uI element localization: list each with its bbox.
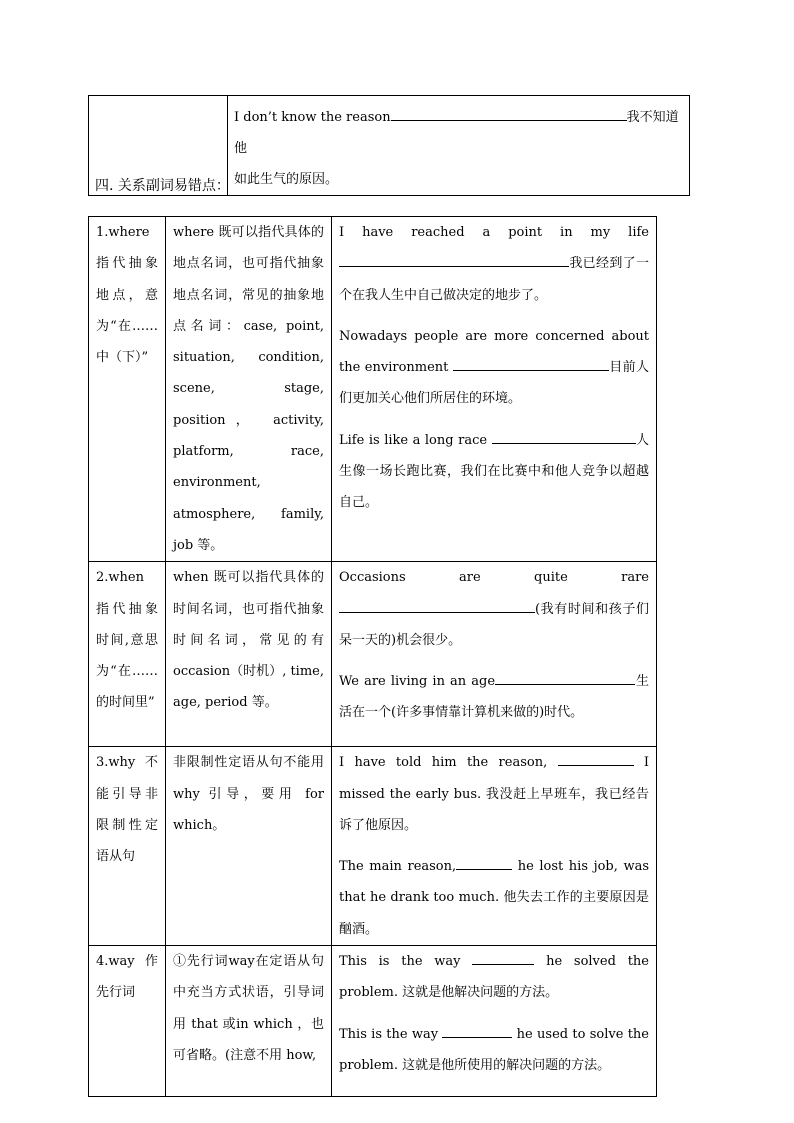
sentence-text: 我不知道他 <box>234 110 679 156</box>
answer-blank <box>495 671 635 685</box>
row-explanation: where 既可以指代具体的地点名词，也可指代抽象地点名词，常见的抽象地点名词：case, point, situation, condition, scene, stage, position， activity, platform, race, environment, atmosphere, family, job 等。 <box>173 225 324 553</box>
answer-blank <box>391 107 627 121</box>
example-sentence: This is the way he solved the problem. 这就是他解决问题的方法。 <box>339 946 649 1009</box>
top-sentence <box>234 102 683 195</box>
sentence-text: I don’t know the reason <box>234 110 391 125</box>
top-table-content-cell <box>228 96 690 196</box>
answer-blank <box>492 430 636 444</box>
section-heading: 四. 关系副词易错点： <box>95 178 230 194</box>
example-sentence: Occasions are quite rare(我有时间和孩子们呆一天的)机会很少。 <box>339 570 649 648</box>
answer-blank <box>442 1024 512 1038</box>
table-row <box>89 747 657 946</box>
example-sentence: This is the way he used to solve the problem. 这就是他所使用的解决问题的方法。 <box>339 1019 649 1082</box>
row-title-cell <box>89 562 166 747</box>
table-row <box>89 946 657 1097</box>
row-title: 1.where 指代抽象地点，意为“在……中（下）” <box>96 225 158 366</box>
row-title-cell <box>89 946 166 1097</box>
answer-blank <box>558 752 634 766</box>
row-explanation-cell <box>166 747 332 946</box>
example-sentence: Nowadays people are more concerned about the environment 目前人们更加关心他们所居住的环境。 <box>339 328 649 407</box>
row-title-cell <box>89 217 166 562</box>
row-explanation: when 既可以指代具体的时间名词，也可指代抽象时间名词，常见的有occasion（时机）, time, age, period 等。 <box>173 570 324 711</box>
row-examples-cell <box>332 562 657 747</box>
row-examples-cell <box>332 747 657 946</box>
row-explanation-cell <box>166 217 332 562</box>
row-title: 2.when 指代抽象时间,意思为“在……的时间里” <box>96 570 158 711</box>
example-sentence: I have told him the reason, I missed the early bus. 我没赶上早班车，我已经告诉了他原因。 <box>339 747 649 841</box>
row-title: 3.why 不能引导非限制性定语从句 <box>96 755 158 865</box>
row-explanation-cell <box>166 946 332 1097</box>
row-title: 4.way 作先行词 <box>96 954 158 1001</box>
answer-blank <box>339 599 535 613</box>
table-row <box>89 562 657 747</box>
row-title-cell <box>89 747 166 946</box>
row-examples-cell <box>332 217 657 562</box>
answer-blank <box>339 253 569 267</box>
table-row <box>89 217 657 562</box>
example-sentence: I have reached a point in my life 我已经到了一个在我人生中自己做决定的地步了。 <box>339 225 649 303</box>
row-examples-cell <box>332 946 657 1097</box>
answer-blank <box>456 856 512 870</box>
example-sentence: We are living in an age 生活在一个(许多事情靠计算机来做的)时代。 <box>339 666 649 729</box>
example-sentence: Life is like a long race 人生像一场长跑比赛，我们在比赛中和他人竞争以超越自己。 <box>339 425 649 519</box>
row-explanation: 非限制性定语从句不能用 why 引导，要用 for which。 <box>173 755 324 833</box>
sentence-text: 如此生气的原因。 <box>234 172 339 187</box>
relative-adverb-table <box>88 216 657 1097</box>
example-sentence: The main reason, he lost his job, was that he drank too much. 他失去工作的主要原因是酗酒。 <box>339 851 649 945</box>
answer-blank <box>472 951 534 965</box>
row-explanation-cell <box>166 562 332 747</box>
row-explanation: ①先行词way在定语从句中充当方式状语，引导词用 that 或in which ，也可省略。(注意不用 how, <box>173 954 324 1063</box>
answer-blank <box>453 357 609 371</box>
